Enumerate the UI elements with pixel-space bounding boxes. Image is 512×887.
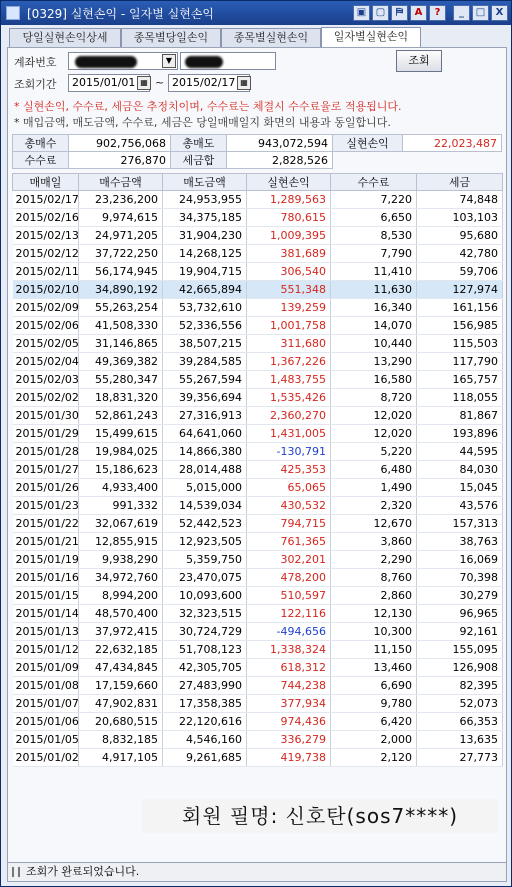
cell-buy-amount: 41,508,330: [79, 317, 163, 335]
cell-realized-pnl: 1,431,005: [247, 425, 331, 443]
cell-trade-date: 2015/01/02: [13, 749, 79, 767]
cell-sell-amount: 38,507,215: [163, 335, 247, 353]
cell-tax: 66,353: [417, 713, 503, 731]
cell-fee: 10,300: [331, 623, 417, 641]
cell-trade-date: 2015/01/28: [13, 443, 79, 461]
table-row[interactable]: [13, 371, 503, 389]
cell-tax: 74,848: [417, 191, 503, 209]
cell-realized-pnl: 974,436: [247, 713, 331, 731]
cell-tax: 92,161: [417, 623, 503, 641]
cell-sell-amount: 27,483,990: [163, 677, 247, 695]
cell-tax: 16,069: [417, 551, 503, 569]
table-row[interactable]: [13, 281, 503, 299]
cell-tax: 157,313: [417, 515, 503, 533]
table-row[interactable]: [13, 407, 503, 425]
cell-sell-amount: 10,093,600: [163, 587, 247, 605]
cell-buy-amount: 15,499,615: [79, 425, 163, 443]
cell-trade-date: 2015/02/11: [13, 263, 79, 281]
cell-tax: 30,279: [417, 587, 503, 605]
cell-sell-amount: 34,375,185: [163, 209, 247, 227]
cell-buy-amount: 18,831,320: [79, 389, 163, 407]
cell-sell-amount: 27,316,913: [163, 407, 247, 425]
cell-trade-date: 2015/02/06: [13, 317, 79, 335]
table-row[interactable]: [13, 353, 503, 371]
cell-realized-pnl: 419,738: [247, 749, 331, 767]
cell-sell-amount: 55,267,594: [163, 371, 247, 389]
cell-sell-amount: 53,732,610: [163, 299, 247, 317]
col-buy-amount[interactable]: 매수금액: [79, 174, 163, 191]
tab-daily-realized[interactable]: 일자별실현손익: [321, 27, 421, 48]
cell-trade-date: 2015/02/04: [13, 353, 79, 371]
cell-buy-amount: 19,984,025: [79, 443, 163, 461]
table-row[interactable]: [13, 605, 503, 623]
cell-trade-date: 2015/01/06: [13, 713, 79, 731]
cell-buy-amount: 56,174,945: [79, 263, 163, 281]
cell-trade-date: 2015/01/12: [13, 641, 79, 659]
cell-buy-amount: 37,972,415: [79, 623, 163, 641]
summary-empty-cell: [333, 152, 403, 169]
cell-tax: 127,974: [417, 281, 503, 299]
fee-label: 수수료: [13, 152, 69, 169]
col-realized-pnl[interactable]: 실현손익: [247, 174, 331, 191]
cell-fee: 11,150: [331, 641, 417, 659]
col-trade-date[interactable]: 매매일: [13, 174, 79, 191]
cell-realized-pnl: 377,934: [247, 695, 331, 713]
cell-buy-amount: 31,146,865: [79, 335, 163, 353]
cell-fee: 7,220: [331, 191, 417, 209]
status-text: 조회가 완료되었습니다.: [26, 865, 140, 878]
col-tax[interactable]: 세금: [417, 174, 503, 191]
cell-tax: 42,780: [417, 245, 503, 263]
table-row[interactable]: [13, 245, 503, 263]
grip-icon: [12, 867, 20, 877]
print-icon[interactable]: ⛿: [391, 5, 408, 21]
cell-tax: 52,073: [417, 695, 503, 713]
cell-trade-date: 2015/02/03: [13, 371, 79, 389]
cell-fee: 6,420: [331, 713, 417, 731]
cell-buy-amount: 9,974,615: [79, 209, 163, 227]
cell-fee: 12,670: [331, 515, 417, 533]
cell-buy-amount: 8,832,185: [79, 731, 163, 749]
cell-buy-amount: 49,369,382: [79, 353, 163, 371]
table-row[interactable]: [13, 227, 503, 245]
close-button[interactable]: X: [491, 5, 508, 21]
table-row[interactable]: [13, 263, 503, 281]
account-label: 계좌번호: [14, 56, 57, 69]
cell-sell-amount: 31,904,230: [163, 227, 247, 245]
cell-fee: 9,780: [331, 695, 417, 713]
cell-buy-amount: 17,159,660: [79, 677, 163, 695]
table-row[interactable]: [13, 479, 503, 497]
cell-fee: 10,440: [331, 335, 417, 353]
cell-trade-date: 2015/01/30: [13, 407, 79, 425]
cell-fee: 12,020: [331, 407, 417, 425]
col-fee[interactable]: 수수료: [331, 174, 417, 191]
cell-tax: 13,635: [417, 731, 503, 749]
cell-sell-amount: 17,358,385: [163, 695, 247, 713]
daily-pnl-table: [12, 173, 503, 767]
cell-trade-date: 2015/02/09: [13, 299, 79, 317]
cell-fee: 2,120: [331, 749, 417, 767]
cell-tax: 155,095: [417, 641, 503, 659]
cell-buy-amount: 15,186,623: [79, 461, 163, 479]
cell-buy-amount: 4,917,105: [79, 749, 163, 767]
cell-fee: 7,790: [331, 245, 417, 263]
tax-value: 2,828,526: [227, 152, 333, 169]
cell-realized-pnl: 761,365: [247, 533, 331, 551]
cell-fee: 12,130: [331, 605, 417, 623]
cell-realized-pnl: -494,656: [247, 623, 331, 641]
cell-realized-pnl: 618,312: [247, 659, 331, 677]
cell-realized-pnl: -130,791: [247, 443, 331, 461]
cell-buy-amount: 20,680,515: [79, 713, 163, 731]
cell-trade-date: 2015/01/05: [13, 731, 79, 749]
cell-sell-amount: 14,866,380: [163, 443, 247, 461]
cell-buy-amount: 52,861,243: [79, 407, 163, 425]
cell-buy-amount: 55,263,254: [79, 299, 163, 317]
cell-fee: 8,720: [331, 389, 417, 407]
range-tilde: ~: [155, 76, 165, 89]
cell-fee: 11,630: [331, 281, 417, 299]
cell-buy-amount: 23,236,200: [79, 191, 163, 209]
summary-empty-cell: [403, 152, 502, 169]
notice-estimate: * 실현손익, 수수료, 세금은 추정치이며, 수수료는 체결시 수수료율로 적용됩니다.: [14, 100, 402, 113]
cell-fee: 6,690: [331, 677, 417, 695]
total-buy-label: 총매수: [13, 135, 69, 152]
cell-buy-amount: 8,994,200: [79, 587, 163, 605]
cell-buy-amount: 32,067,619: [79, 515, 163, 533]
cell-sell-amount: 4,546,160: [163, 731, 247, 749]
cell-fee: 2,290: [331, 551, 417, 569]
summary-table: [12, 134, 502, 169]
cell-realized-pnl: 139,259: [247, 299, 331, 317]
table-row[interactable]: [13, 713, 503, 731]
cell-sell-amount: 51,708,123: [163, 641, 247, 659]
window-title: [0329] 실현손익 - 일자별 실현손익: [27, 7, 215, 21]
account-name-field[interactable]: [180, 52, 276, 70]
cell-realized-pnl: 1,001,758: [247, 317, 331, 335]
cell-trade-date: 2015/01/13: [13, 623, 79, 641]
cell-sell-amount: 24,953,955: [163, 191, 247, 209]
cell-fee: 13,460: [331, 659, 417, 677]
tab-stock-intraday[interactable]: 종목별당일손익: [121, 28, 221, 48]
cell-trade-date: 2015/01/27: [13, 461, 79, 479]
cell-trade-date: 2015/02/02: [13, 389, 79, 407]
cell-sell-amount: 5,359,750: [163, 551, 247, 569]
cell-tax: 15,045: [417, 479, 503, 497]
cell-realized-pnl: 478,200: [247, 569, 331, 587]
cell-trade-date: 2015/01/22: [13, 515, 79, 533]
table-row[interactable]: [13, 551, 503, 569]
table-row[interactable]: [13, 389, 503, 407]
cell-sell-amount: 14,539,034: [163, 497, 247, 515]
title-bar[interactable]: [1, 1, 511, 25]
table-row[interactable]: [13, 335, 503, 353]
cell-trade-date: 2015/01/07: [13, 695, 79, 713]
cell-trade-date: 2015/01/14: [13, 605, 79, 623]
table-row[interactable]: [13, 191, 503, 209]
cell-trade-date: 2015/02/17: [13, 191, 79, 209]
cell-realized-pnl: 311,680: [247, 335, 331, 353]
cell-trade-date: 2015/02/05: [13, 335, 79, 353]
cell-trade-date: 2015/01/26: [13, 479, 79, 497]
cell-trade-date: 2015/02/10: [13, 281, 79, 299]
notice-same-data: * 매입금액, 매도금액, 수수료, 세금은 당일매매일지 화면의 내용과 동일합니다.: [14, 116, 391, 129]
cell-buy-amount: 9,938,290: [79, 551, 163, 569]
masked-account-name: [185, 56, 223, 68]
table-row[interactable]: [13, 461, 503, 479]
cell-fee: 3,860: [331, 533, 417, 551]
tax-label: 세금합: [171, 152, 227, 169]
cell-realized-pnl: 1,535,426: [247, 389, 331, 407]
cell-sell-amount: 12,923,505: [163, 533, 247, 551]
cell-trade-date: 2015/02/13: [13, 227, 79, 245]
table-row[interactable]: [13, 731, 503, 749]
cell-sell-amount: 19,904,715: [163, 263, 247, 281]
cell-tax: 95,680: [417, 227, 503, 245]
cell-tax: 38,763: [417, 533, 503, 551]
cell-tax: 70,398: [417, 569, 503, 587]
cell-fee: 2,000: [331, 731, 417, 749]
total-sell-value: 943,072,594: [227, 135, 333, 152]
cell-buy-amount: 34,972,760: [79, 569, 163, 587]
cell-sell-amount: 42,305,705: [163, 659, 247, 677]
cell-realized-pnl: 1,483,755: [247, 371, 331, 389]
cell-realized-pnl: 510,597: [247, 587, 331, 605]
cell-fee: 5,220: [331, 443, 417, 461]
cell-tax: 96,965: [417, 605, 503, 623]
cell-tax: 118,055: [417, 389, 503, 407]
font-icon[interactable]: A: [410, 5, 427, 21]
cell-buy-amount: 34,890,192: [79, 281, 163, 299]
cell-realized-pnl: 780,615: [247, 209, 331, 227]
cell-tax: 43,576: [417, 497, 503, 515]
cell-realized-pnl: 430,532: [247, 497, 331, 515]
cell-realized-pnl: 381,689: [247, 245, 331, 263]
table-row[interactable]: [13, 695, 503, 713]
cell-sell-amount: 52,336,556: [163, 317, 247, 335]
masked-account: [75, 56, 137, 68]
cell-tax: 165,757: [417, 371, 503, 389]
cell-tax: 81,867: [417, 407, 503, 425]
cell-realized-pnl: 744,238: [247, 677, 331, 695]
cell-fee: 16,580: [331, 371, 417, 389]
total-sell-label: 총매도: [171, 135, 227, 152]
cell-realized-pnl: 1,367,226: [247, 353, 331, 371]
cell-realized-pnl: 2,360,270: [247, 407, 331, 425]
cell-fee: 16,340: [331, 299, 417, 317]
minimize-button[interactable]: _: [453, 5, 470, 21]
cell-tax: 126,908: [417, 659, 503, 677]
cell-tax: 103,103: [417, 209, 503, 227]
table-row[interactable]: [13, 749, 503, 767]
cell-realized-pnl: 302,201: [247, 551, 331, 569]
cell-tax: 115,503: [417, 335, 503, 353]
cell-realized-pnl: 1,338,324: [247, 641, 331, 659]
cell-realized-pnl: 425,353: [247, 461, 331, 479]
cell-sell-amount: 39,284,585: [163, 353, 247, 371]
table-row[interactable]: [13, 659, 503, 677]
member-watermark: 회원 필명: 신호탄(sos7****): [142, 799, 498, 833]
cell-fee: 6,480: [331, 461, 417, 479]
cell-buy-amount: 991,332: [79, 497, 163, 515]
cell-trade-date: 2015/01/16: [13, 569, 79, 587]
status-bar: [7, 862, 507, 882]
cell-fee: 2,860: [331, 587, 417, 605]
cell-buy-amount: 48,570,400: [79, 605, 163, 623]
cell-sell-amount: 42,665,894: [163, 281, 247, 299]
cell-tax: 161,156: [417, 299, 503, 317]
cell-sell-amount: 14,268,125: [163, 245, 247, 263]
cell-buy-amount: 47,434,845: [79, 659, 163, 677]
query-button[interactable]: 조회: [396, 50, 442, 72]
cell-realized-pnl: 794,715: [247, 515, 331, 533]
calendar-icon[interactable]: ▦: [237, 76, 251, 90]
copy-icon[interactable]: ▢: [372, 5, 389, 21]
cell-buy-amount: 24,971,205: [79, 227, 163, 245]
cell-sell-amount: 9,261,685: [163, 749, 247, 767]
cell-realized-pnl: 1,009,395: [247, 227, 331, 245]
table-row[interactable]: [13, 569, 503, 587]
cell-trade-date: 2015/01/19: [13, 551, 79, 569]
cell-trade-date: 2015/01/09: [13, 659, 79, 677]
table-row[interactable]: [13, 209, 503, 227]
cell-fee: 2,320: [331, 497, 417, 515]
cell-fee: 14,070: [331, 317, 417, 335]
cell-fee: 6,650: [331, 209, 417, 227]
period-label: 조회기간: [14, 78, 57, 91]
cell-realized-pnl: 122,116: [247, 605, 331, 623]
table-row[interactable]: [13, 443, 503, 461]
cell-trade-date: 2015/02/12: [13, 245, 79, 263]
cell-tax: 84,030: [417, 461, 503, 479]
cell-fee: 13,290: [331, 353, 417, 371]
table-row[interactable]: [13, 677, 503, 695]
table-row[interactable]: [13, 317, 503, 335]
start-date-field[interactable]: 2015/01/01: [68, 74, 150, 92]
main-panel: [7, 47, 507, 863]
cell-tax: 117,790: [417, 353, 503, 371]
table-header-row: [13, 174, 503, 191]
table-body: [13, 191, 503, 767]
account-dropdown-icon[interactable]: ▼: [162, 54, 176, 68]
cell-realized-pnl: 306,540: [247, 263, 331, 281]
app-icon: [6, 6, 20, 20]
maximize-button[interactable]: □: [472, 5, 489, 21]
help-icon[interactable]: ?: [429, 5, 446, 21]
cell-trade-date: 2015/01/08: [13, 677, 79, 695]
cell-fee: 1,490: [331, 479, 417, 497]
cell-tax: 59,706: [417, 263, 503, 281]
col-sell-amount[interactable]: 매도금액: [163, 174, 247, 191]
cell-trade-date: 2015/01/21: [13, 533, 79, 551]
cell-buy-amount: 37,722,250: [79, 245, 163, 263]
cell-tax: 27,773: [417, 749, 503, 767]
fee-value: 276,870: [69, 152, 171, 169]
cell-fee: 8,760: [331, 569, 417, 587]
cell-trade-date: 2015/01/15: [13, 587, 79, 605]
cell-tax: 156,985: [417, 317, 503, 335]
table-row[interactable]: [13, 515, 503, 533]
cell-realized-pnl: 336,279: [247, 731, 331, 749]
calendar-icon[interactable]: ▦: [137, 76, 151, 90]
table-row[interactable]: [13, 497, 503, 515]
realized-value: 22,023,487: [403, 135, 502, 152]
cell-sell-amount: 32,323,515: [163, 605, 247, 623]
table-row[interactable]: [13, 299, 503, 317]
cell-sell-amount: 64,641,060: [163, 425, 247, 443]
total-buy-value: 902,756,068: [69, 135, 171, 152]
tab-intraday-detail[interactable]: 당일실현손익상세: [9, 28, 121, 48]
end-date-field[interactable]: 2015/02/17: [168, 74, 250, 92]
link-icon[interactable]: ▣: [353, 5, 370, 21]
cell-realized-pnl: 551,348: [247, 281, 331, 299]
table-row[interactable]: [13, 623, 503, 641]
cell-sell-amount: 52,442,523: [163, 515, 247, 533]
tab-strip: [9, 28, 509, 48]
cell-realized-pnl: 65,065: [247, 479, 331, 497]
cell-trade-date: 2015/01/29: [13, 425, 79, 443]
cell-buy-amount: 47,902,831: [79, 695, 163, 713]
cell-buy-amount: 22,632,185: [79, 641, 163, 659]
table-row[interactable]: [13, 587, 503, 605]
cell-buy-amount: 55,280,347: [79, 371, 163, 389]
cell-fee: 8,530: [331, 227, 417, 245]
realized-label: 실현손익: [333, 135, 403, 152]
cell-buy-amount: 12,855,915: [79, 533, 163, 551]
table-row[interactable]: [13, 425, 503, 443]
cell-tax: 82,395: [417, 677, 503, 695]
cell-sell-amount: 5,015,000: [163, 479, 247, 497]
cell-tax: 193,896: [417, 425, 503, 443]
cell-fee: 12,020: [331, 425, 417, 443]
cell-tax: 44,595: [417, 443, 503, 461]
table-row[interactable]: [13, 641, 503, 659]
cell-trade-date: 2015/01/23: [13, 497, 79, 515]
table-row[interactable]: [13, 533, 503, 551]
cell-sell-amount: 23,470,075: [163, 569, 247, 587]
cell-buy-amount: 4,933,400: [79, 479, 163, 497]
tab-stock-realized[interactable]: 종목별실현손익: [221, 28, 321, 48]
cell-sell-amount: 39,356,694: [163, 389, 247, 407]
cell-sell-amount: 22,120,616: [163, 713, 247, 731]
cell-fee: 11,410: [331, 263, 417, 281]
cell-sell-amount: 28,014,488: [163, 461, 247, 479]
cell-sell-amount: 30,724,729: [163, 623, 247, 641]
cell-realized-pnl: 1,289,563: [247, 191, 331, 209]
cell-trade-date: 2015/02/16: [13, 209, 79, 227]
